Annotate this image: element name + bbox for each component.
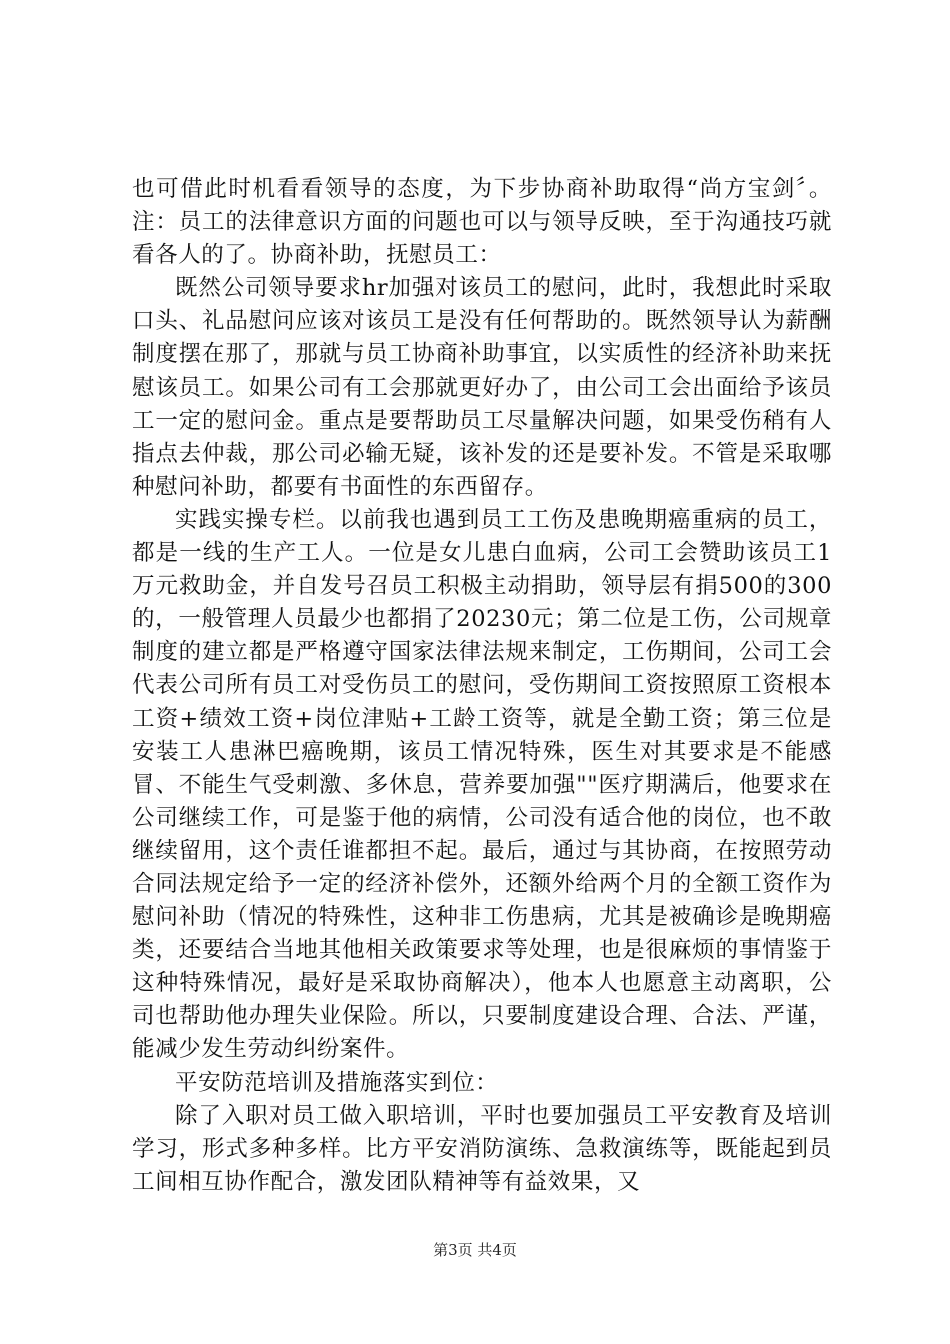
paragraph-safety-heading: 平安防范培训及措施落实到位： xyxy=(175,1069,499,1096)
paragraph-continuation: 也可借此时机看看领导的态度，为下步协商补助取得“尚方宝剑〞。注：员工的法律意识方面的问题也可以与领导反映，至于沟通技巧就看各人的了。协商补助，抚慰员工： xyxy=(132,176,832,269)
paragraph-consolation: 既然公司领导要求hr加强对该员工的慰问，此时，我想此时采取口头、礼品慰问应该对该员工是没有任何帮助的。既然领导认为薪酬制度摆在那了，那就与员工协商补助事宜，以实质性的经济补助来抚慰该员工。如果公司有工会那就更好办了，由公司工会出面给予该员工一定的慰问金。重点是要帮助员工尽量解决问题，如果受伤稍有人指点去仲裁，那公司必输无疑，该补发的还是要补发。不管是采取哪种慰问补助，都要有书面性的东西留存。 xyxy=(132,275,832,500)
paragraph-practice-column: 实践实操专栏。以前我也遇到员工工伤及患晚期癌重病的员工，都是一线的生产工人。一位是女儿患白血病，公司工会赞助该员工1万元救助金，并自发号召员工积极主动捐助，领导层有捐500的300的，一般管理人员最少也都捐了20230元；第二位是工伤，公司规章制度的建立都是严格遵守国家法律法规来制定，工伤期间，公司工会代表公司所有员工对受伤员工的慰问，受伤期间工资按照原工资根本工资+绩效工资+岗位津贴+工龄工资等，就是全勤工资；第三位是安装工人患淋巴癌晚期，该员工情况特殊，医生对其要求是不能感冒、不能生气受刺激、多休息，营养要加强""医疗期满后，他要求在公司继续工作，可是鉴于他的病情，公司没有适合他的岗位，也不敢继续留用，这个责任谁都担不起。最后，通过与其协商，在按照劳动合同法规定给予一定的经济补偿外，还额外给两个月的全额工资作为慰问补助（情况的特殊性，这种非工伤患病，尤其是被确诊是晚期癌类，还要结合当地其他相关政策要求等处理，也是很麻烦的事情鉴于这种特殊情况，最好是采取协商解决），他本人也愿意主动离职，公司也帮助他办理失业保险。所以，只要制度建设合理、合法、严谨，能减少发生劳动纠纷案件。 xyxy=(132,506,832,1063)
paragraph-safety-training: 除了入职对员工做入职培训，平时也要加强员工平安教育及培训学习，形式多种多样。比方平安消防演练、急救演练等，既能起到员工间相互协作配合，激发团队精神等有益效果，又 xyxy=(132,1102,832,1195)
document-body xyxy=(132,173,832,1199)
page-footer: 第3页 共4页 xyxy=(433,1241,517,1259)
